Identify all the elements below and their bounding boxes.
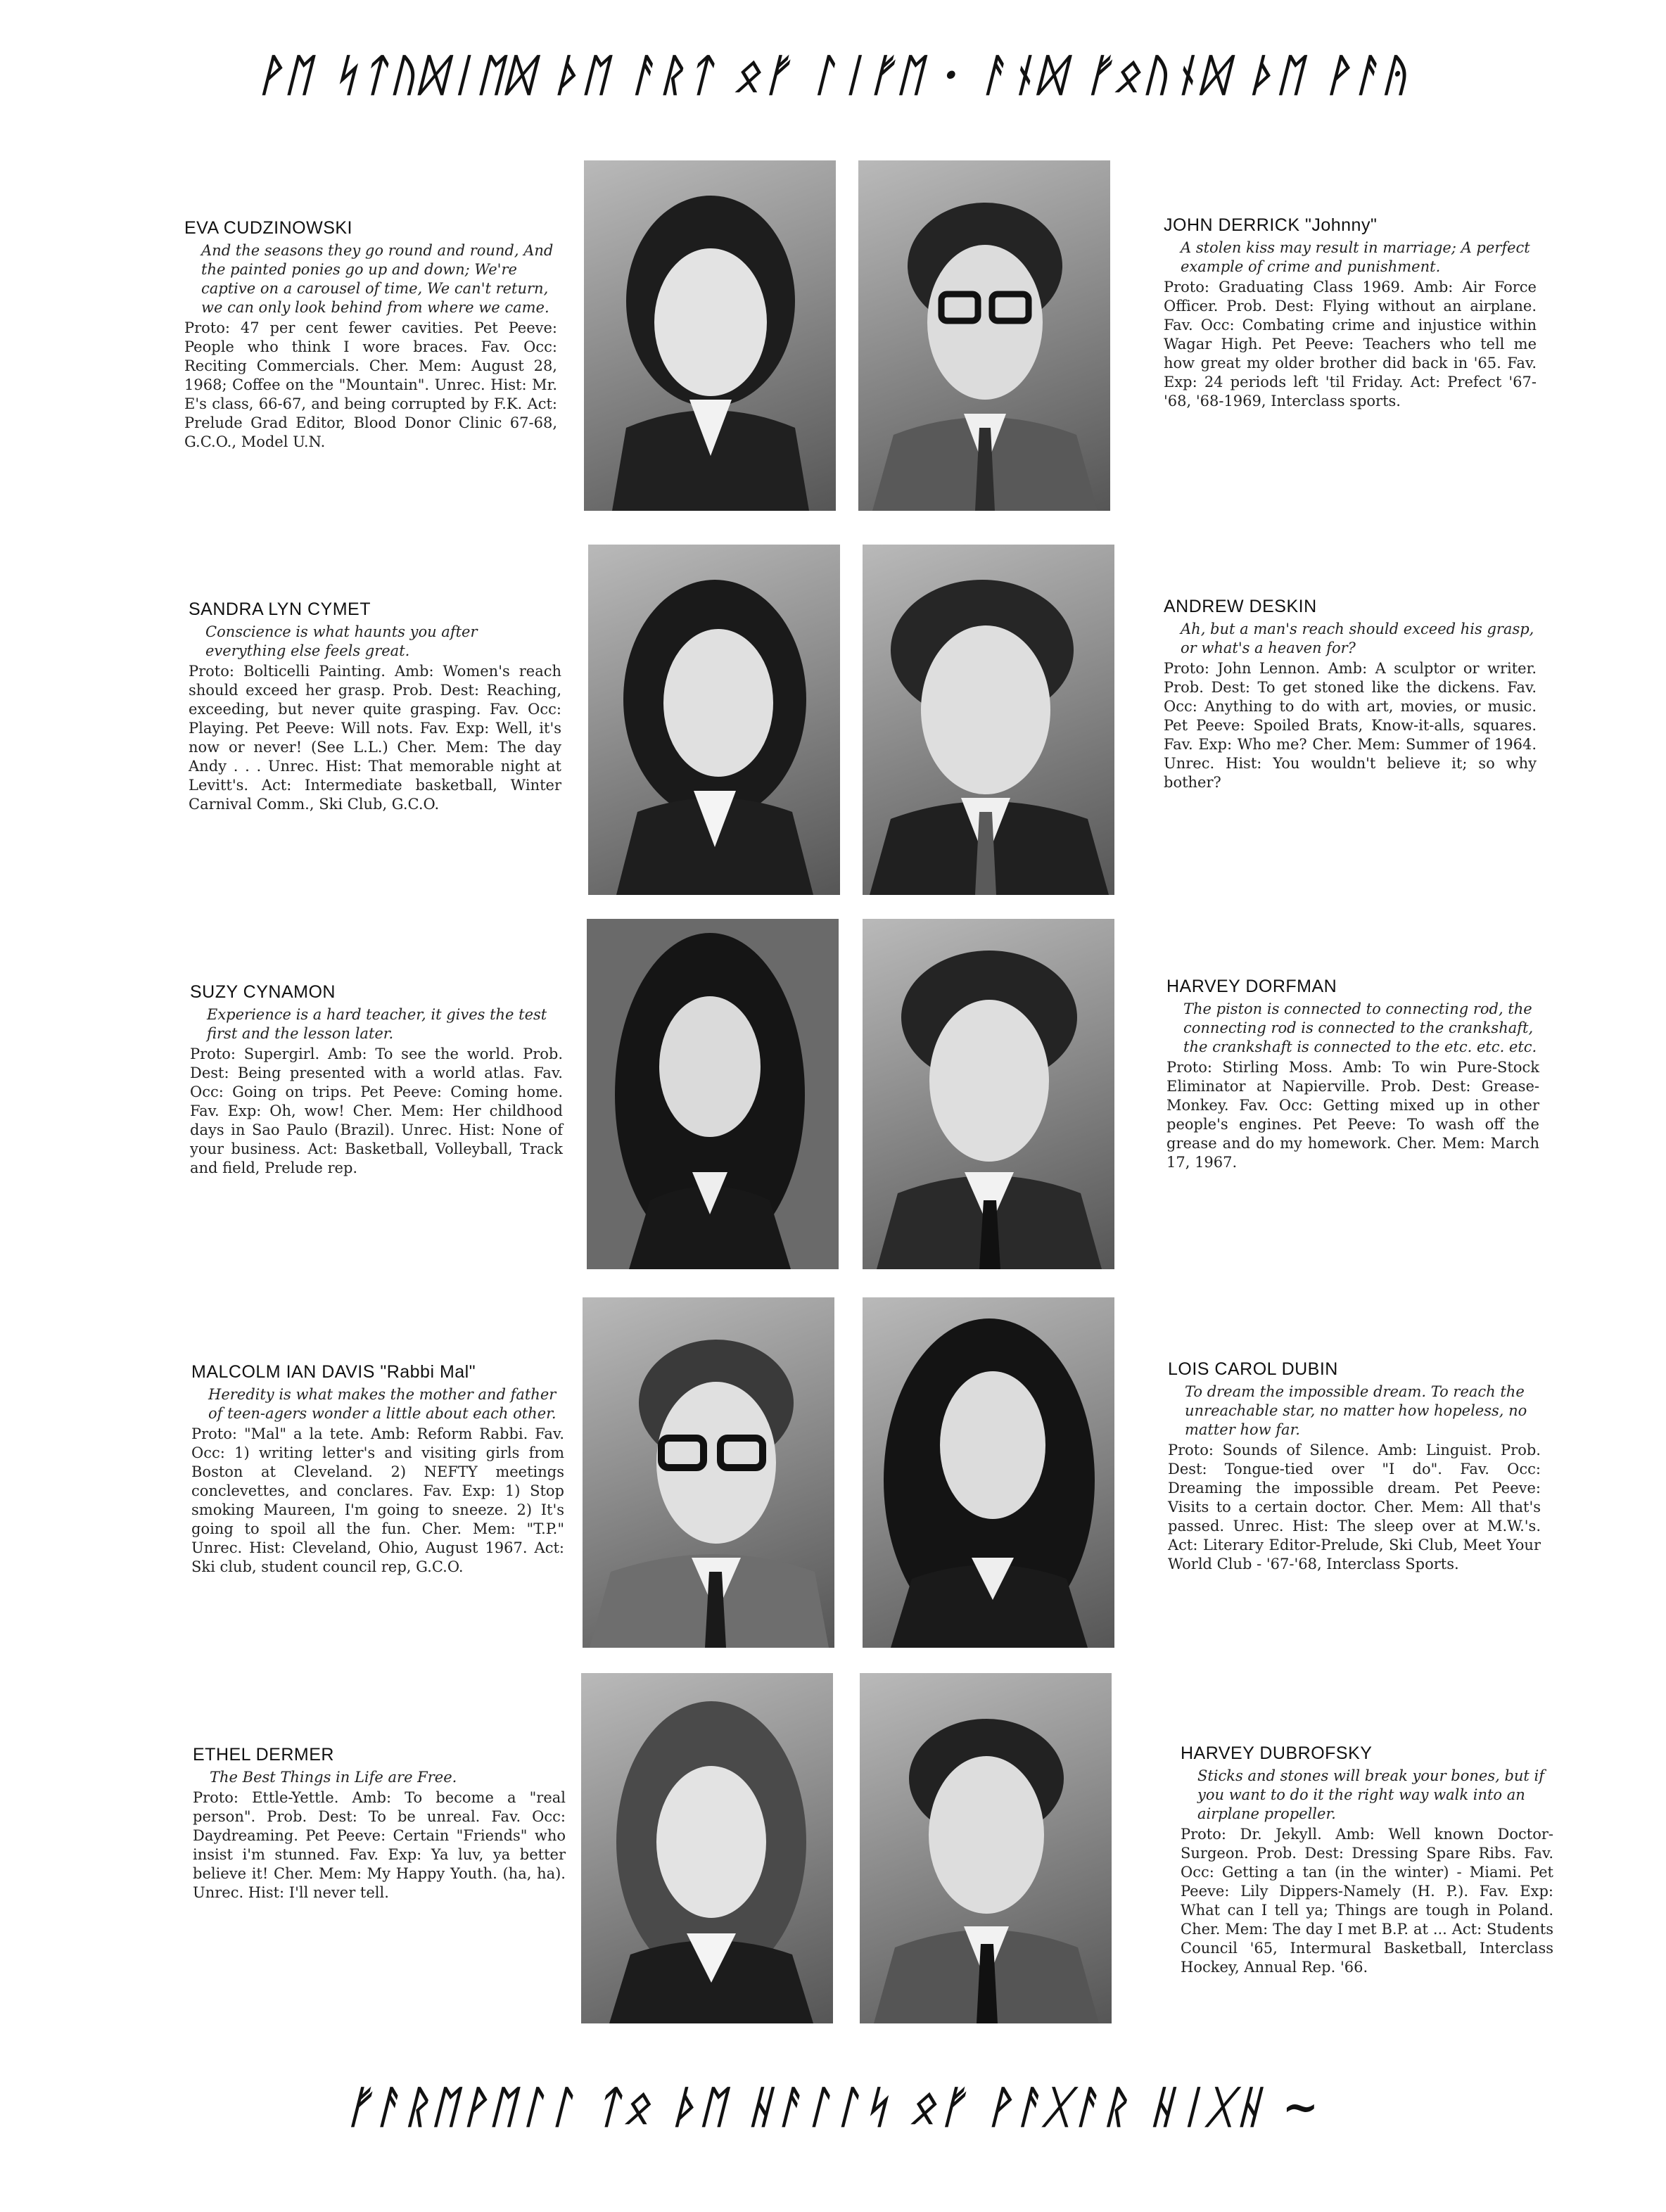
student-bio: Proto: Sounds of Silence. Amb: Linguist. Prob. Dest: Tongue-tied over "I do". Fav. Occ: Dreaming the impossible dream. Pet Peeve: Visits to a certain doctor. Cher. Mem: All that's passed. Unrec. Hist: The sleep over at M.W.'s. Act: Literary Editor-Prelude, Ski Club, Meet Your World Club - '67-'68, Interclass Sports. xyxy=(1168,1442,1541,1572)
footer-script-text: ᚠᚨᚱᛖᚹᛖᛚᛚ ᛏᛟ ᚦᛖ ᚺᚨᛚᛚᛋ ᛟᚠ ᚹᚨᚷᚨᚱ ᚺᛁᚷᚺ ~ xyxy=(344,2081,1322,2132)
student-quote: Experience is a hard teacher, it gives the test first and the lesson later. xyxy=(207,1006,547,1042)
portrait-photo xyxy=(863,1297,1114,1648)
student-entry xyxy=(1164,215,1537,411)
header-script xyxy=(0,49,1666,101)
student-name: MALCOLM IAN DAVIS "Rabbi Mal" xyxy=(191,1362,476,1382)
student-quote: Sticks and stones will break your bones, but if you want to do it the right way walk into an airplane propeller. xyxy=(1197,1767,1545,1822)
student-name: SANDRA LYN CYMET xyxy=(189,599,371,619)
student-bio: Proto: Dr. Jekyll. Amb: Well known Doctor-Surgeon. Prob. Dest: Dressing Spare Ribs. Fav. Occ: Getting a tan (in the winter) - Miami. Pet Peeve: Lily Dippers-Namely (H. P.). Fav. Exp: What can I tell ya; Things are tough in Poland. Cher. Mem: The day I met B.P. at ... Act: Students Council '65, Intermural Basketball, Interclass Hockey, Annual Rep. '66. xyxy=(1181,1826,1553,1976)
student-name: HARVEY DORFMAN xyxy=(1166,977,1337,996)
portrait-photo xyxy=(581,1673,833,2023)
student-bio: Proto: Bolticelli Painting. Amb: Women's reach should exceed her grasp. Prob. Dest: Reaching, exceeding, but never quite grasping. Fav. Occ: Playing. Pet Peeve: Will nots. Fav. Exp: Well, it's now or never! (See L.L.) Cher. Mem: The day Andy . . . Unrec. Hist: That memorable night at Levitt's. Act: Intermediate basketball, Winter Carnival Comm., Ski Club, G.C.O. xyxy=(189,663,561,813)
student-name: SUZY CYNAMON xyxy=(190,982,336,1002)
student-name: ETHEL DERMER xyxy=(193,1745,334,1765)
student-name: JOHN DERRICK "Johnny" xyxy=(1164,215,1378,235)
student-quote: Heredity is what makes the mother and father of teen-agers wonder a little about each other. xyxy=(208,1386,557,1422)
student-entry xyxy=(189,599,561,814)
portrait-photo xyxy=(584,160,836,511)
portrait-photo xyxy=(583,1297,834,1648)
student-entry xyxy=(1181,1743,1553,1977)
student-quote: Ah, but a man's reach should exceed his grasp, or what's a heaven for? xyxy=(1181,621,1534,656)
student-entry xyxy=(190,982,563,1178)
student-bio: Proto: Supergirl. Amb: To see the world. Prob. Dest: Being presented with a world atlas. Fav. Occ: Going on trips. Pet Peeve: Coming home. Fav. Exp: Oh, wow! Cher. Mem: Her childhood days in Sao Paulo (Brazil). Unrec. Hist: None of your business. Act: Basketball, Volleyball, Track and field, Prelude rep. xyxy=(190,1045,563,1176)
student-entry xyxy=(184,218,557,452)
header-script-text: ᚹᛖ ᛋᛏᚢᛞᛁᛖᛞ ᚦᛖ ᚨᚱᛏ ᛟᚠ ᛚᛁᚠᛖ · ᚨᚾᛞ ᚠᛟᚢᚾᛞ ᚦᛖ ᚹᚨᚤ xyxy=(255,49,1411,101)
student-name: EVA CUDZINOWSKI xyxy=(184,218,353,238)
student-quote: Conscience is what haunts you after everything else feels great. xyxy=(205,623,478,659)
portrait-photo xyxy=(588,545,840,895)
student-bio: Proto: Ettle-Yettle. Amb: To become a "real person". Prob. Dest: To be unreal. Fav. Occ: Daydreaming. Pet Peeve: Certain "Friends" who insist i'm stunned. Fav. Exp: Ya luv, ya better believe it! Cher. Mem: My Happy Youth. (ha, ha). Unrec. Hist: I'll never tell. xyxy=(193,1789,566,1901)
portrait-photo xyxy=(860,1673,1112,2023)
student-quote: A stolen kiss may result in marriage; A perfect example of crime and punishment. xyxy=(1181,239,1530,275)
student-entry xyxy=(1166,977,1539,1172)
student-bio: Proto: "Mal" a la tete. Amb: Reform Rabbi. Fav. Occ: 1) writing letter's and visiting girls from Boston at Cleveland. 2) NEFTY meetings conclevettes, and conclares. Fav. Exp: 1) Stop smoking Maureen, I'm going to sneeze. 2) It's going to spoil all the fun. Cher. Mem: "T.P." Unrec. Hist: Cleveland, Ohio, August 1967. Act: Ski club, student council rep, G.C.O. xyxy=(191,1425,564,1575)
student-quote: To dream the impossible dream. To reach the unreachable star, no matter how hopeless, no matter how far. xyxy=(1185,1383,1527,1438)
portrait-photo xyxy=(863,919,1114,1269)
student-name: LOIS CAROL DUBIN xyxy=(1168,1359,1338,1379)
portrait-photo xyxy=(858,160,1110,511)
student-name: ANDREW DESKIN xyxy=(1164,597,1317,616)
student-bio: Proto: 47 per cent fewer cavities. Pet Peeve: People who think I wore braces. Fav. Occ: Reciting Commercials. Cher. Mem: August 28, 1968; Coffee on the "Mountain". Unrec. Hist: Mr. E's class, 66-67, and being corrupted by F.K. Act: Prelude Grad Editor, Blood Donor Clinic 67-68, G.C.O., Model U.N. xyxy=(184,319,557,450)
student-bio: Proto: Stirling Moss. Amb: To win Pure-Stock Eliminator at Napierville. Prob. Dest: Grease-Monkey. Fav. Occ: Getting mixed up in other people's engines. Pet Peeve: To wash off the grease and do my homework. Cher. Mem: March 17, 1967. xyxy=(1166,1059,1539,1171)
student-entry xyxy=(1168,1359,1541,1574)
student-quote: And the seasons they go round and round, And the painted ponies go up and down; We're captive on a carousel of time, We can't return, we can only look behind from where we came. xyxy=(201,242,554,316)
student-name: HARVEY DUBROFSKY xyxy=(1181,1743,1373,1763)
footer-script xyxy=(0,2081,1666,2132)
student-entry xyxy=(193,1745,566,1902)
student-quote: The Best Things in Life are Free. xyxy=(210,1769,457,1786)
student-bio: Proto: John Lennon. Amb: A sculptor or writer. Prob. Dest: To get stoned like the dickens. Fav. Occ: Anything to do with art, movies, or music. Pet Peeve: Spoiled Brats, Know-it-alls, squares. Fav. Exp: Who me? Cher. Mem: Summer of 1964. Unrec. Hist: You wouldn't believe it; so why bother? xyxy=(1164,660,1537,791)
portrait-photo xyxy=(587,919,839,1269)
student-entry xyxy=(1164,597,1537,792)
student-entry xyxy=(191,1362,564,1577)
portrait-photo xyxy=(863,545,1114,895)
student-quote: The piston is connected to connecting rod, the connecting rod is connected to the crankshaft, the crankshaft is connected to the etc. etc. etc. xyxy=(1183,1000,1537,1055)
student-bio: Proto: Graduating Class 1969. Amb: Air Force Officer. Prob. Dest: Flying without an airplane. Fav. Occ: Combating crime and injustice within Wagar High. Pet Peeve: Teachers who tell me how great my older brother did back in '65. Fav. Exp: 24 periods left 'til Friday. Act: Prefect '67-'68, '68-1969, Interclass sports. xyxy=(1164,279,1537,409)
